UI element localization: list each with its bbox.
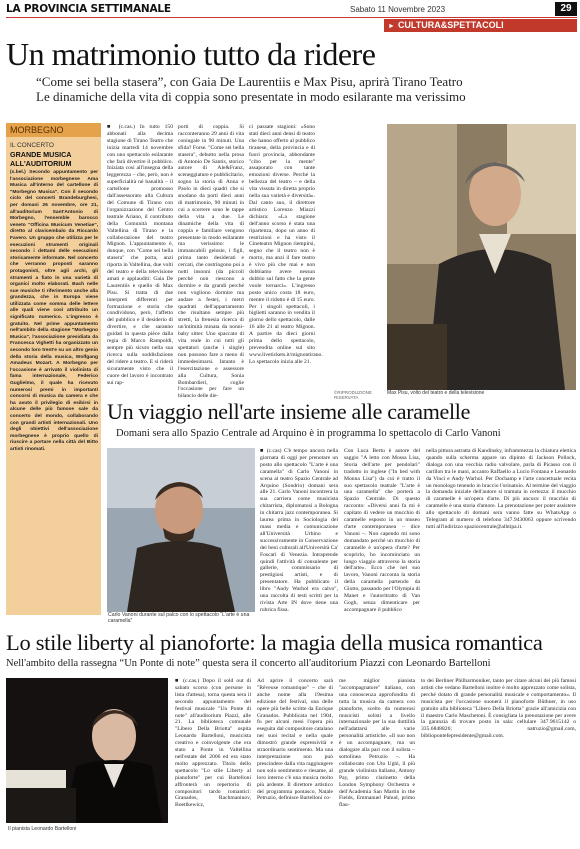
article3-column-4: to dei Berliner Philharmoniker, tanto per citare alcuni dei più famosi artisti che vedano Bartelloni inoltre è molto apprezzato come solista, perché dotato di grande personalità musicale e comportamento». Il musicista per l'occasione suonerà il pianoforte Büthner, in uso gratuito alla biblioteca "Libero Della Briotta" grazie all'amicizia con il maestro Carlo Maschetoni. È consigliata la prenotazione per avere la garanzia di trovare posto in sala: cellulare 347.9615142 o 335.6848826; natruzio@gmail.com, bibliopontefepresidente@gmail.com. — [421, 678, 576, 740]
article1-headline: Un matrimonio tutto da ridere — [6, 36, 376, 72]
man-portrait-image — [387, 124, 576, 390]
article2-subhead: Domani sera allo Spazio Centrale ad Arquino è in programma lo spettacolo di Carlo Vanoni — [116, 428, 501, 439]
masthead: LA PROVINCIA SETTIMANALE — [6, 3, 171, 15]
article1-column-3: ci passate stagioni: «Sono stati dieci anni densi di teatro che hanno offerto al pubblico tiranese, della provincia e di fuori provincia, abbondante "cibo per la mente" assaporato con tante emozioni diverse. Perché la bellezza del teatro – e della vita vissuta in diretta proprio nella sua varietà e diversità». Dal canto suo, il direttore artistico Lorenzo Miazzi dichiara: «La stagione dell'anno scorso è stata una ripartenza, dopo un anno di restrizioni e ha visto il Cineteatro Mignon riempirsi, segno che il teatro non è morto, ma anzi il fare teatro è vivo più che mai e non dobbiamo avere nessun dubbio sul fatto che la gente vuole tornarci». L'ingresso posto unico costa 18 euro, mentre il ridotto è di 15 euro. Per i singoli spettacoli, i biglietti saranno in vendita il giorno dello spettacolo, dalle 16 alle 21 al teatro Mignon. A partire da dieci giorni prima dello spettacolo, prevendita online sul sito www.livetickets.it/mignontirano. Lo spettacolo inizia alle 21. — [249, 124, 323, 365]
article2-photo-caption: Carlo Vanoni durante sul palco con lo spettacolo “L'arte è una caramella” — [108, 612, 250, 625]
section-label — [384, 19, 577, 32]
article3-column-3: me miglior pianista "accompagnatore" italiano, con una conoscenza approfondita di tutta la musica da camera con pianoforte, scelto da numerosi musicisti solisti a livello internazionale per la sua duttilità nell'adattarsi alle varie personalità artistiche. «Il suo non è un accompagnare, ma un dialogare alla pari con il solista – sottolinea Petruzio –. Ha collaborato con Uto Ughi, il più grande violinista italiano, Antony Pay, primo clarinetto della London Symphony Orchestra e dell'Academia San Martin in the Fields, Emmanuel Pahud, primo flau- — [339, 678, 415, 809]
article1-column-1: ■ (c.cas.) In tutto 150 abbonati alla decima stagione di Tirano Teatro che inizia martedì 14 novembre con uno spettacolo esilarante che farà divertire il pubblico. Iniziata cosi all'insegna della leggerezza – che, però, non è superficialità né banalità – il cartellone promosso dall'assessorato alla Cultura del Comune di Tirano con l'organizzazione del Centro teatrale Ariano, il contributo della Comunità montana Valtellina di Tirano e la collaborazione del teatro Mignon. L'appuntamento è, dunque, con "Come sei bella stasera" che porta, anzi riporta in Valtellina, due volti del teatro e della televisione amati e applauditi: Gaia De Laurentiis e quello di Max Pisu. Si tratta di due interpreti differenti per formazione e storia che condividono, però, l'affetto del pubblico e il desiderio di divertire, e che saranno guidati in questa pièce dalla regia di Marco Rampoldi, sempre più sicuro nella sua ricerca sulla soddisfazione del ridere a teatro. E si riderà sicuramente visto che il cuore del lavoro è incontrato sui rap- — [107, 124, 173, 386]
article1-column-2: porti di coppia. Si racconteranno 29 anni di vita coniugale in 90 minuti. Una sfida? Forse. "Come sei bella stasera", debutto nella prosa di Antonio De Santis, storico autore di Ale&Franz, sceneggiature e pubblicitario, sogno la storia di Anna e Paolo in dieci quadri che si snodano da porti dieci anni di matrimonio, 90 minuti in cui a scorrere sono le tappe della vita a due. Le dinamiche della vita di coppia e familiare vengono presentate in modo esilarante ma verissimo: le immancabili gelosie, i figli, prima tanto desiderati e cercati, che costringono poi a notti insonni (da piccoli perché non riescono a dormire e da grandi perché non vogliono dormire ma andare a feste), i metri quadrati dell'appartamento che risultano sempre più stretti, la frenesia ricerca di un'intimità minata da nonni-baby sitter. Uno spaccato di vita reale in cui tutti gli spettatori (anche i single) non possono fare a meno di immedesimarsi. Intanto è l'esercitazione e assessore alla Cultura, Sonia Bombardieri, coglie l'occasione per fare un bilancio delle die- — [178, 124, 245, 400]
sidebar-title: GRANDE MUSICA ALL'AUDITORIUM — [10, 150, 72, 168]
article1-subhead-2: Le dinamiche della vita di coppia sono presentate in modo esilarante ma verissimo — [36, 89, 466, 104]
article2-column-2: Con Luca Bertu è autore del saggio "A letto con Mossa Lisa, Storia dell'arte per pendolari" tradotto in inglese ("In bed with Monna Lisa") da cui è tratto il suo spettacolo teatrale "L'arte è una caramella" che porterà a Spazio Centrale. Di questo racconto: «Diversi anni fa mi è capitato di vedere un mucchio di caramelle esposto in un museo d'arte contemporanea – dice Vanoni –. Non capendo mi sono domandato perché un mucchio di caramelle è un'opera d'arte? Per scoprirlo, ho incominciato un lungo viaggio attraverso la storia dell'arte». Ecco che nel suo lavoro, Vanoni racconta la storia della caramella partendo da Giotto, passando per l'Olympia di Manet e l'autoritratto di Van Gogh, senza dimenticare per accompagnare il pubblico — [344, 448, 420, 613]
article1-photo — [387, 124, 576, 390]
article1-subhead: “Come sei bella stasera”, con Gaia De Laurentiis e Max Pisu, aprirà Tirano Teatro — [36, 74, 463, 89]
article3-photo-caption: Il pianista Leonardo Bartelloni — [8, 826, 77, 832]
page-number: 29 — [555, 2, 577, 16]
article2-column-3: nella pittura astratta di Kandinsky, inframmezza la chiatura elettica quando sulla scherma appare un dipinto di Jackson Pollock, dialoga con una vecchia radio valvolare, parla di Picasso con il carillon tra le mani, accanto Raffaello a Lucio Fontana e Leonardo da Vinci e Andy Warhol. Per Dochamp e l'arte concettuale recita un monologo tenendo in braccio l'orinatoio. Al termine del viaggio la domanda iniziale dell'autore si tramuta in certezza: il mucchio di caramelle è un'opera d'arte. Di più ancora: il mucchio di caramelle è una storia d'amore. La prenotazione per poter assistere allo spettacolo di domani sera vanno fatte su WhatsApp o Telegram al numero di telefono 347.9430063 oppure scrivendo tutti all'indirizzo spaziocentrale@alhtipa.it. — [426, 448, 576, 530]
article1-photo-credit: ©RIPRODUZIONE RISERVATA — [334, 390, 372, 400]
section-title: CULTURA&SPETTACOLI — [397, 20, 504, 30]
article3-column-2: Ad aprire il concerto sarà "Rêveuse romantique" – che di anche nome alla 19esima edizione del festival, una delle opere più belle scritte da Enrique Granados. Pubblicata nel 1904, fu per alcuni mesi l'opera più eseguita dal compositore catalano nei suoi recital e nella quale dimostrò grande espressività e straordinario sentimento. Ma una interpretazione non può prescindere dalla vita raggiungere non solo sentimento e riesame, al loro interno c'è una musica molto più ardente. Il direttore artistico del programma pontasco, Natale Petruzio, definisce Bartelloni co- — [257, 678, 333, 802]
performer-image — [107, 448, 255, 612]
article3-headline: Lo stile liberty al pianoforte: la magia della musica romantica — [6, 630, 543, 655]
article2-headline: Un viaggio nell'arte insieme alle caramelle — [107, 399, 471, 424]
header-rule — [6, 17, 577, 18]
article1-photo-caption: Max Pisu, volto del teatro e della televisione — [387, 390, 485, 396]
issue-date: Sabato 11 Novembre 2023 — [350, 5, 446, 14]
sidebar-tag: MORBEGNO — [6, 123, 101, 137]
arrow-right-icon: ► — [388, 23, 395, 30]
article2-photo — [107, 448, 255, 612]
article3-photo — [6, 678, 168, 823]
pianist-image — [6, 678, 168, 823]
article3-column-1: ■ (c.cas.) Dopo il sold out di sabato scorso (con persone in lista d'attesa), torna questa sera il secondo appuntamento del festival musicale "Un Ponte di note" all'auditorium Piazzi, alle 21. La biblioteca comunale "Libero Della Briotta" ospita Leonardo Bartelloni, musicista creativo e coinvolgente che era stato a Ponte in Valtellina nell'estate del 2006 ed era stato molto apprezzato. Titolo dello spettacolo "Lo stile Liberty al pianoforte" per cui Bartelloni affronterà un repertorio di compositori tardo romantici: Granados, Rachmaninov, Boetlkewicz, — [175, 678, 251, 809]
sidebar-body: (s.bel.) Secondo appuntamento per l'associazione morbegnese Ama Musica all'interno del cartellone di "Morbegno Musica". Con il secondo ciclo del concerti Brandeburghesi, per domani 26 novembre, ore 21, all'auditorium Sant'Antonio di Morbegno, l'ensemble barocco veneto "Officina Musicum Venetiae", diretto al clavicembalo da Riccardo Favero. Un gruppo che utilizza per le esecuzioni strumenti originali secondo i dettami delle esecuzioni storicamente informate. Nel concerto che verranno proposti saranno protagonisti, oltre agli archi, gli strumenti a fiato in una varietà di organici molto elaborati. Bach nelle sue musiche ti riferimento anche alla grandezza, che in Europa viene utilizzata come somma delle lettere alle quali viene così attribuito un significato numerico. L'ingresso è gratuito. Nel prime appuntamento nell'ambito della stagione "Morbegno Musica", l'associazione presidiata da Francesca Vighetti ha organizzato un secondo loro trent'e su un altro genio della storia della musica, Wolfgang Amadeus Mozart. A Morbegno per l'occasione è arrivato il violinista di fama internazionale, Federico Guglielmo, il quale ha ricevuto numerosi premi in importanti concorsi di musica da camera e che ha avuto il privilegio di esibirsi in alcune delle più famose sale da concerto del mondo, collaborando con grandi artisti internazionali. Uno degli obiettivi dell'associazione morbegnese è proprio quello di riuscire a portare nella città del Bitto artisti rinomati. — [10, 170, 98, 452]
article3-subhead: Nell'ambito della rassegna “Un Ponte di note” questa sera il concerto all'auditorium Piazzi con Leonardo Bartelloni — [6, 658, 491, 669]
article2-column-1: ■ (c.cas) C'è tempo ancora nella giornata di oggi per prenotare un posto allo spettacolo "L'arte è una caramella" di Carlo Vanoni in scena al teatro Spazio Centrale ad Arquino (Sondrio) domani sera alle 21. Carlo Vanoni incontrera la sua carriera come musicista chitarrista, diplomatosi a Bologna in chitarra jazz contemporanea. Si laurea prima in Sociologia del mass media e comunicazione all'Università Urbino e successivamente in Conservazione dei beni culturali all'Università Ca' Foscari di Venezia. Intraprende quindi l'attività di consulente per gallerie, commissario di prestigiosi artisti, e di presentatore. Ha pubblicato il libro "Andy Warhol era calvo", una raccolta di testi scritti per la rivista Arte IN dove tiene una rubrica fissa. — [260, 448, 338, 613]
sidebar-kicker: IL CONCERTO — [10, 142, 54, 149]
